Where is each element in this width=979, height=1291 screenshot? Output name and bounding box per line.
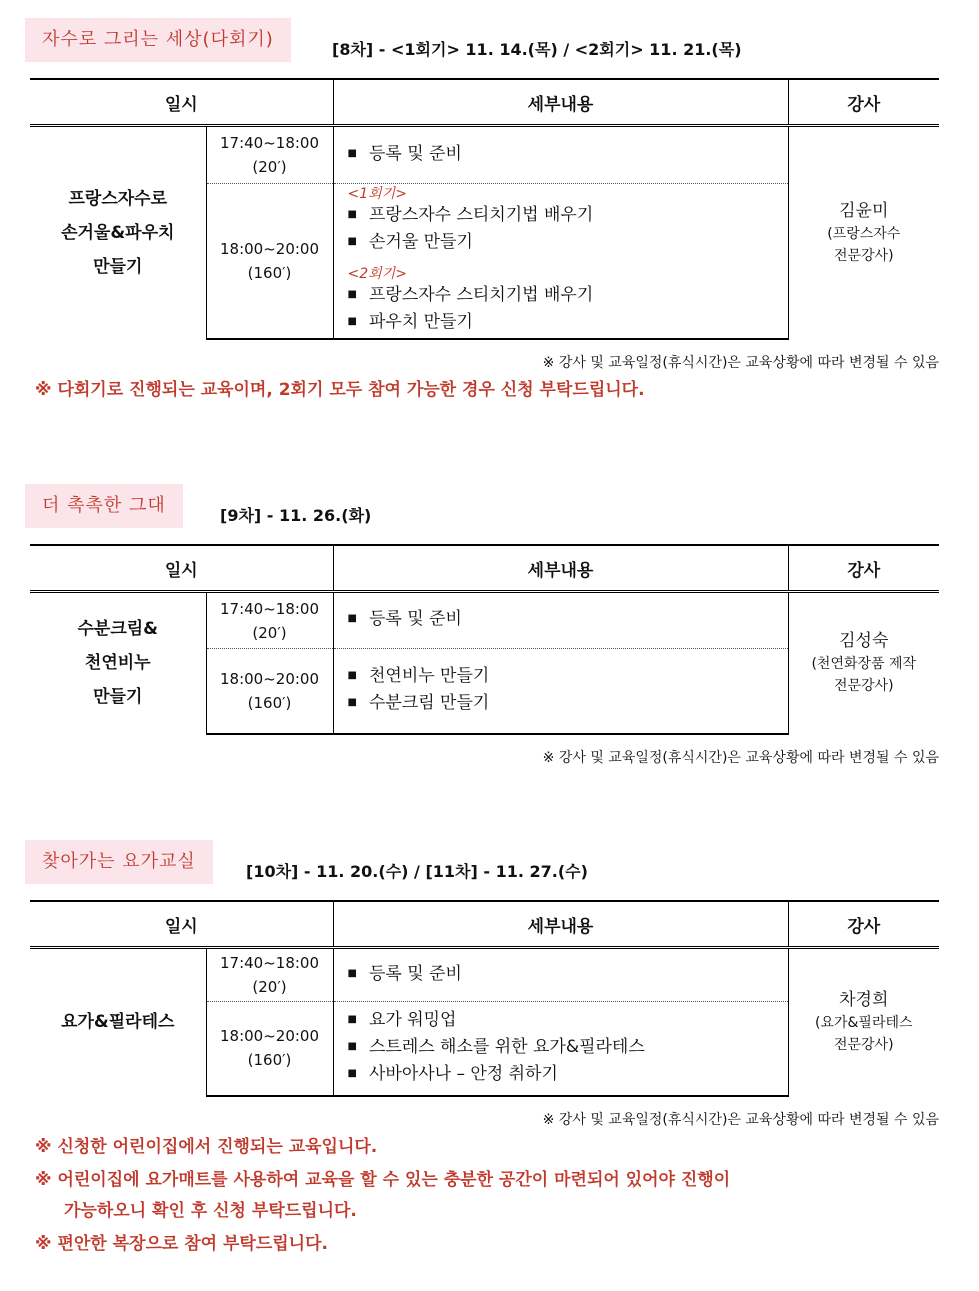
time-text: 17:40~18:00: [219, 954, 320, 972]
program-tag: 찾아가는 요가교실: [25, 840, 213, 884]
list-item: ■ 등록 및 준비: [348, 962, 788, 989]
duration-text: (20′): [252, 978, 287, 996]
header-datetime: 일시: [30, 79, 333, 126]
list-item: ■ 등록 및 준비: [348, 142, 788, 169]
list-item: ■ 손거울 만들기: [348, 230, 788, 257]
time-cell: [206, 1002, 333, 1096]
program-line: 천연비누: [84, 653, 151, 674]
time-text: 18:00~20:00: [219, 1027, 320, 1046]
time-cell: [206, 126, 333, 184]
instructor-cell: [788, 948, 939, 1096]
program-line: 요가&필라테스: [61, 1012, 175, 1033]
schedule-table: [30, 900, 939, 1097]
instructor-name: 김윤미: [839, 200, 889, 221]
change-note: ※ 강사 및 교육일정(휴식시간)은 교육상황에 따라 변경될 수 있음: [542, 354, 939, 371]
schedule-text: [10차] - 11. 20.(수) / [11차] - 11. 27.(수): [246, 862, 588, 881]
header-datetime: 일시: [30, 901, 333, 948]
time-text: 17:40~18:00: [219, 134, 320, 152]
list-item: ■ 사바아사나 – 안정 취하기: [348, 1062, 788, 1089]
details-cell: [333, 948, 788, 1002]
duration-text: (20′): [252, 158, 287, 176]
program-tag: 더 촉촉한 그대: [25, 484, 183, 528]
duration-text: (20′): [252, 623, 287, 642]
schedule-table: [30, 78, 939, 340]
time-text: 18:00~20:00: [219, 669, 320, 688]
schedule-text: [9차] - 11. 26.(화): [220, 506, 372, 525]
change-note: ※ 강사 및 교육일정(휴식시간)은 교육상황에 따라 변경될 수 있음: [542, 1111, 939, 1128]
program-tag: 자수로 그리는 세상(다회기): [25, 18, 291, 62]
warning-text: ※ 다회기로 진행되는 교육이며, 2회기 모두 참여 가능한 경우 신청 부탁드립니다.: [35, 379, 645, 400]
header-instructor: 강사: [788, 79, 939, 126]
schedule-table: [30, 544, 939, 735]
list-item: ■ 등록 및 준비: [348, 607, 788, 634]
details-cell: [333, 649, 788, 734]
time-cell: [206, 592, 333, 649]
duration-text: (160′): [247, 263, 292, 282]
time-text: 17:40~18:00: [219, 599, 320, 618]
program-name: [30, 948, 206, 1096]
program-line: 프랑스자수로: [68, 188, 168, 209]
section-header: [30, 18, 939, 78]
warning-text: ※ 어린이집에 요가매트를 사용하여 교육을 할 수 있는 충분한 공간이 마련되어 있어야 진행이: [35, 1169, 731, 1190]
details-cell: [333, 126, 788, 184]
section-header: [30, 840, 939, 900]
change-note: ※ 강사 및 교육일정(휴식시간)은 교육상황에 따라 변경될 수 있음: [542, 749, 939, 766]
warning-text: 가능하오니 확인 후 신청 부탁드립니다.: [64, 1200, 357, 1221]
section-yoga: [30, 840, 939, 1261]
warning-text: ※ 편안한 복장으로 참여 부탁드립니다.: [35, 1233, 328, 1254]
duration-text: (160′): [247, 693, 292, 712]
program-name: [30, 592, 206, 734]
instructor-desc: (요가&필라테스: [815, 1015, 913, 1032]
section-embroidery: [30, 18, 939, 407]
time-cell: [206, 649, 333, 734]
instructor-cell: [788, 126, 939, 339]
list-item: ■ 천연비누 만들기: [348, 664, 788, 691]
details-cell: [333, 1002, 788, 1096]
instructor-desc: 전문강사): [833, 1037, 894, 1054]
time-cell: [206, 184, 333, 339]
schedule-text: [8차] - <1회기> 11. 14.(목) / <2회기> 11. 21.(목): [332, 40, 742, 59]
session-label: <1회기>: [347, 185, 407, 202]
header-instructor: 강사: [788, 545, 939, 592]
instructor-cell: [788, 592, 939, 734]
instructor-desc: 전문강사): [833, 678, 894, 695]
instructor-name: 차경희: [839, 990, 889, 1011]
header-details: 세부내용: [333, 901, 788, 948]
program-line: 손거울&파우치: [61, 222, 175, 243]
instructor-desc: (천연화장품 제작: [811, 656, 917, 673]
list-item: ■ 요가 워밍업: [348, 1008, 788, 1035]
program-name: [30, 126, 206, 339]
list-item: ■ 파우치 만들기: [348, 310, 788, 337]
header-details: 세부내용: [333, 545, 788, 592]
session-label: <2회기>: [347, 265, 407, 282]
instructor-desc: 전문강사): [833, 247, 894, 264]
program-line: 수분크림&: [77, 619, 158, 640]
duration-text: (160′): [247, 1051, 292, 1070]
list-item: ■ 프랑스자수 스티치기법 배우기: [348, 203, 788, 230]
header-details: 세부내용: [333, 79, 788, 126]
section-header: [30, 484, 939, 544]
list-item: ■ 스트레스 해소를 위한 요가&필라테스: [348, 1035, 788, 1062]
header-datetime: 일시: [30, 545, 333, 592]
list-item: ■ 수분크림 만들기: [348, 691, 788, 718]
warning-text: ※ 신청한 어린이집에서 진행되는 교육입니다.: [35, 1136, 378, 1157]
section-cosmetics: [30, 484, 939, 767]
program-line: 만들기: [93, 687, 143, 708]
time-text: 18:00~20:00: [219, 239, 320, 258]
instructor-desc: (프랑스자수: [827, 225, 901, 242]
time-cell: [206, 948, 333, 1002]
list-item: ■ 프랑스자수 스티치기법 배우기: [348, 283, 788, 310]
details-cell: [333, 184, 788, 339]
program-line: 만들기: [93, 256, 143, 277]
header-instructor: 강사: [788, 901, 939, 948]
instructor-name: 김성숙: [839, 631, 889, 652]
details-cell: [333, 592, 788, 649]
